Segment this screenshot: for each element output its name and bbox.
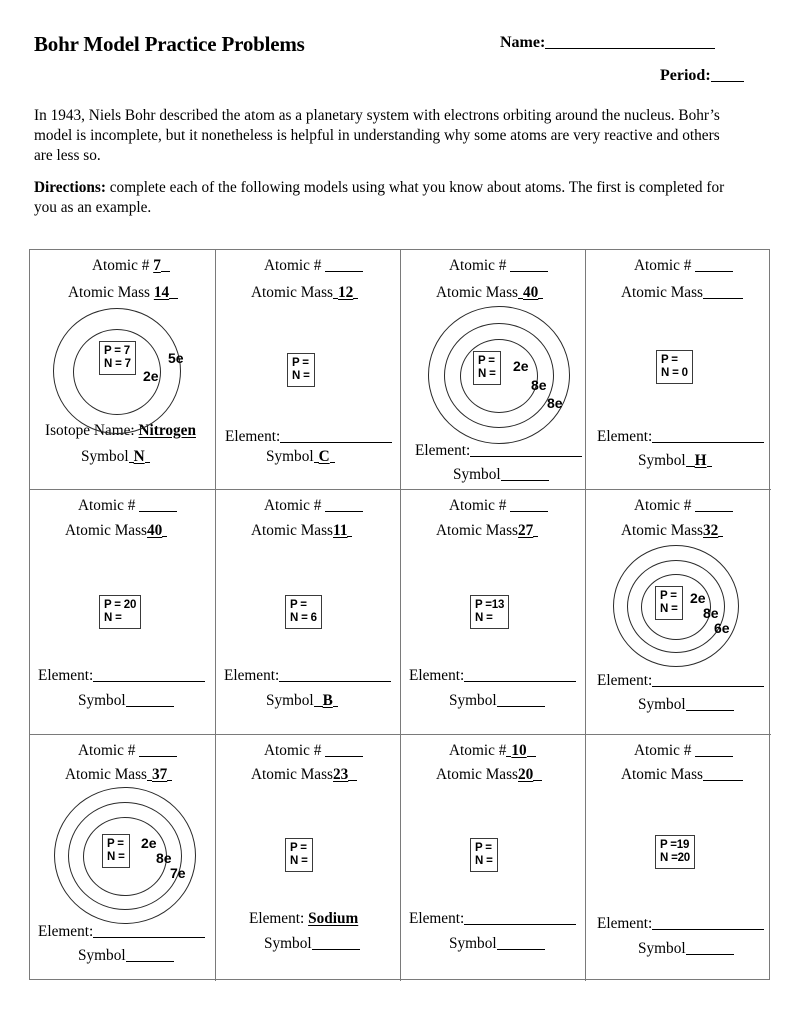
neutron-count[interactable]: N = 7 — [104, 358, 131, 370]
proton-count[interactable]: P = — [661, 354, 678, 366]
atomic-mass-blank[interactable] — [703, 285, 743, 299]
atomic-mass-row — [251, 766, 357, 784]
proton-count[interactable]: P = — [660, 590, 677, 602]
atomic-number-label: Atomic # — [449, 742, 507, 759]
element-blank[interactable] — [93, 668, 205, 682]
shell-electron-label: 5e — [168, 350, 184, 366]
nucleus-box — [470, 838, 498, 872]
atomic-number-blank[interactable] — [695, 258, 733, 272]
neutron-count[interactable]: N = — [660, 603, 678, 615]
bohr-model-cell — [401, 735, 586, 981]
element-label: Element: — [597, 672, 653, 689]
symbol-row — [266, 448, 335, 466]
nucleus-box — [470, 595, 509, 629]
element-label: Element: — [409, 910, 465, 927]
atomic-number-row — [449, 497, 548, 515]
atomic-mass-row — [68, 284, 178, 302]
bohr-model-grid — [29, 249, 770, 980]
proton-count[interactable]: P =13 — [475, 599, 505, 611]
element-blank[interactable] — [652, 916, 764, 930]
symbol-row — [453, 466, 549, 484]
element-label: Element: — [415, 442, 471, 459]
neutron-count[interactable]: N = — [292, 370, 310, 382]
atomic-number-value[interactable]: 10 — [511, 742, 527, 759]
element-label: Element: — [249, 910, 305, 927]
symbol-blank[interactable] — [686, 941, 734, 955]
bohr-model-cell — [401, 490, 586, 735]
symbol-blank[interactable] — [126, 948, 174, 962]
symbol-label: Symbol — [81, 448, 129, 465]
atomic-number-blank[interactable] — [325, 258, 363, 272]
atomic-number-blank[interactable] — [695, 498, 733, 512]
bohr-model-cell — [30, 490, 216, 735]
period-label: Period: — [660, 67, 711, 84]
element-label: Element: — [38, 923, 94, 940]
element-blank[interactable] — [464, 911, 576, 925]
nucleus-box — [287, 353, 315, 387]
element-row — [249, 910, 358, 928]
neutron-count[interactable]: N = — [478, 368, 496, 380]
atomic-mass-value[interactable]: 23 — [333, 766, 349, 783]
atomic-number-row — [634, 257, 733, 275]
symbol-row — [449, 935, 545, 953]
symbol-row — [78, 692, 174, 710]
bohr-model-cell — [216, 735, 401, 981]
atomic-mass-label: Atomic Mass — [436, 284, 519, 301]
shell-electron-label: 8e — [531, 377, 547, 393]
proton-count[interactable]: P = — [290, 842, 307, 854]
atomic-mass-label: Atomic Mass — [436, 766, 519, 783]
proton-count[interactable]: P = — [478, 355, 495, 367]
element-blank[interactable] — [464, 668, 576, 682]
symbol-value[interactable]: N — [133, 448, 145, 465]
symbol-label: Symbol — [266, 692, 314, 709]
atomic-number-row — [634, 497, 733, 515]
atomic-number-blank[interactable] — [510, 498, 548, 512]
atomic-mass-label: Atomic Mass — [251, 284, 334, 301]
atomic-mass-row — [621, 522, 723, 540]
bohr-model-cell — [586, 250, 771, 490]
atomic-mass-label: Atomic Mass — [621, 766, 704, 783]
proton-count[interactable]: P = — [290, 599, 307, 611]
bohr-model-cell — [216, 250, 401, 490]
intro-paragraph: In 1943, Niels Bohr described the atom as a planetary system with electrons orbiting around the nucleus. Bohr’s model is incomplete, but it nonetheless is helpful in understanding why some atoms are very reactive and others are less so. — [34, 107, 720, 164]
nucleus-box — [102, 834, 130, 868]
symbol-blank[interactable] — [686, 697, 734, 711]
proton-count[interactable]: P = — [475, 842, 492, 854]
atomic-mass-label: Atomic Mass — [621, 284, 704, 301]
shell-electron-label: 2e — [143, 368, 159, 384]
atomic-mass-value[interactable]: 12 — [338, 284, 354, 301]
symbol-blank[interactable] — [126, 693, 174, 707]
element-row — [225, 428, 392, 446]
directions-label: Directions: — [34, 179, 106, 196]
neutron-count[interactable]: N = — [290, 855, 308, 867]
element-label: Element: — [597, 428, 653, 445]
shell-electron-label: 2e — [141, 835, 157, 851]
neutron-count[interactable]: N = 6 — [290, 612, 317, 624]
atomic-number-label: Atomic # — [92, 257, 150, 274]
atomic-number-blank[interactable] — [510, 258, 548, 272]
atomic-mass-label: Atomic Mass — [65, 766, 148, 783]
atomic-number-blank[interactable] — [139, 743, 177, 757]
neutron-count[interactable]: N = — [475, 612, 493, 624]
shell-electron-label: 2e — [513, 358, 529, 374]
element-blank[interactable] — [280, 429, 392, 443]
symbol-value[interactable]: C — [318, 448, 330, 465]
bohr-model-cell — [216, 490, 401, 735]
atomic-mass-label: Atomic Mass — [621, 522, 704, 539]
atomic-number-row — [634, 742, 733, 760]
bohr-orbit-diagram — [613, 545, 753, 675]
bohr-model-cell — [586, 490, 771, 735]
atomic-number-row — [264, 742, 363, 760]
directions-paragraph — [34, 178, 740, 218]
atomic-mass-row — [436, 766, 542, 784]
neutron-count[interactable]: N = 0 — [661, 367, 688, 379]
nucleus-box — [285, 595, 322, 629]
nucleus-box — [99, 595, 141, 629]
shell-electron-label: 7e — [170, 865, 186, 881]
atomic-mass-row — [621, 766, 743, 784]
symbol-row — [264, 935, 360, 953]
proton-count[interactable]: P = — [292, 357, 309, 369]
atomic-mass-value[interactable]: 32 — [703, 522, 719, 539]
atomic-number-blank[interactable] — [325, 498, 363, 512]
nucleus-box — [285, 838, 313, 872]
neutron-count[interactable]: N = — [475, 855, 493, 867]
neutron-count[interactable]: N = — [104, 612, 122, 624]
element-row — [409, 667, 576, 685]
atomic-mass-row — [251, 284, 358, 302]
nucleus-box — [99, 341, 136, 375]
atomic-number-label: Atomic # — [264, 742, 322, 759]
atomic-number-row — [264, 497, 363, 515]
atomic-number-row — [264, 257, 363, 275]
symbol-blank[interactable] — [501, 467, 549, 481]
symbol-label: Symbol — [638, 696, 686, 713]
page-title: Bohr Model Practice Problems — [34, 32, 305, 56]
symbol-row — [638, 452, 712, 470]
atomic-number-row — [78, 742, 177, 760]
atomic-mass-value[interactable]: 37 — [152, 766, 168, 783]
symbol-label: Symbol — [449, 935, 497, 952]
symbol-label: Symbol — [266, 448, 314, 465]
element-label: Element: — [224, 667, 280, 684]
bohr-model-cell — [30, 735, 216, 981]
isotope-name-label: Isotope Name: — [45, 422, 135, 439]
symbol-label: Symbol — [449, 692, 497, 709]
atomic-number-label: Atomic # — [78, 497, 136, 514]
symbol-row — [449, 692, 545, 710]
symbol-value[interactable]: H — [694, 452, 707, 469]
proton-count[interactable]: P = — [107, 838, 124, 850]
atomic-number-row — [78, 497, 177, 515]
atomic-mass-value[interactable]: 20 — [518, 766, 534, 783]
element-value[interactable]: Sodium — [308, 910, 359, 927]
atomic-mass-value[interactable]: 40 — [523, 284, 539, 301]
atomic-number-row — [449, 742, 536, 760]
shell-electron-label: 8e — [156, 850, 172, 866]
element-blank[interactable] — [652, 673, 764, 687]
bohr-model-cell — [586, 735, 771, 981]
symbol-row — [78, 947, 174, 965]
symbol-row — [638, 940, 734, 958]
directions-text: complete each of the following models using what you know about atoms. The first is completed for you as an example. — [34, 179, 725, 216]
proton-count[interactable]: P = 20 — [104, 599, 137, 611]
period-input-line[interactable] — [711, 67, 744, 82]
shell-electron-label: 8e — [703, 605, 719, 621]
element-blank[interactable] — [279, 668, 391, 682]
atomic-number-value[interactable]: 7 — [153, 257, 161, 274]
atomic-number-label: Atomic # — [264, 257, 322, 274]
symbol-row — [638, 696, 734, 714]
proton-count[interactable]: P =19 — [660, 839, 690, 851]
symbol-blank[interactable] — [312, 936, 360, 950]
element-label: Element: — [225, 428, 281, 445]
shell-electron-label: 2e — [690, 590, 706, 606]
bohr-model-cell — [30, 250, 216, 490]
nucleus-box — [473, 351, 501, 385]
element-label: Element: — [597, 915, 653, 932]
symbol-blank[interactable] — [497, 936, 545, 950]
nucleus-box — [655, 835, 695, 869]
atomic-mass-value[interactable]: 14 — [153, 284, 170, 301]
atomic-mass-label: Atomic Mass — [251, 766, 334, 783]
atomic-number-blank[interactable] — [139, 498, 177, 512]
atomic-mass-row — [436, 284, 543, 302]
nucleus-box — [656, 350, 693, 384]
element-row — [38, 667, 205, 685]
atomic-mass-row — [65, 766, 172, 784]
symbol-row — [266, 692, 338, 710]
symbol-value[interactable]: B — [322, 692, 333, 709]
atomic-mass-value[interactable]: 11 — [333, 522, 348, 539]
atomic-number-label: Atomic # — [264, 497, 322, 514]
element-row — [597, 428, 764, 446]
element-label: Element: — [409, 667, 465, 684]
neutron-count[interactable]: N =20 — [660, 852, 691, 864]
atomic-number-label: Atomic # — [78, 742, 136, 759]
bohr-orbit-diagram — [428, 306, 578, 446]
atomic-number-label: Atomic # — [634, 497, 692, 514]
atomic-mass-label: Atomic Mass — [65, 522, 148, 539]
symbol-label: Symbol — [78, 947, 126, 964]
atomic-mass-value[interactable]: 40 — [147, 522, 163, 539]
atomic-number-blank[interactable] — [695, 743, 733, 757]
symbol-row — [81, 448, 150, 466]
atomic-mass-row — [436, 522, 538, 540]
symbol-label: Symbol — [638, 452, 686, 469]
nucleus-box — [655, 586, 683, 620]
atomic-number-row — [449, 257, 548, 275]
atomic-number-label: Atomic # — [634, 257, 692, 274]
atomic-number-label: Atomic # — [634, 742, 692, 759]
atomic-mass-value[interactable]: 27 — [518, 522, 534, 539]
atomic-mass-label: Atomic Mass — [251, 522, 334, 539]
element-row — [409, 910, 576, 928]
element-row — [224, 667, 391, 685]
shell-electron-label: 6e — [714, 620, 730, 636]
name-label: Name: — [500, 34, 546, 51]
atomic-number-blank[interactable] — [325, 743, 363, 757]
symbol-label: Symbol — [453, 466, 501, 483]
element-label: Element: — [38, 667, 94, 684]
atomic-mass-row — [65, 522, 167, 540]
atomic-mass-blank[interactable] — [703, 767, 743, 781]
atomic-mass-label: Atomic Mass — [68, 284, 151, 301]
symbol-label: Symbol — [638, 940, 686, 957]
element-blank[interactable] — [652, 429, 764, 443]
shell-electron-label: 8e — [547, 395, 563, 411]
symbol-label: Symbol — [78, 692, 126, 709]
bohr-model-cell — [401, 250, 586, 490]
atomic-mass-row — [251, 522, 352, 540]
neutron-count[interactable]: N = — [107, 851, 125, 863]
page-header — [34, 28, 764, 98]
atomic-number-row — [92, 257, 170, 275]
symbol-blank[interactable] — [497, 693, 545, 707]
name-input-line[interactable] — [545, 34, 715, 49]
element-row — [597, 915, 764, 933]
name-field-row — [500, 34, 715, 52]
atomic-number-label: Atomic # — [449, 497, 507, 514]
atomic-number-label: Atomic # — [449, 257, 507, 274]
proton-count[interactable]: P = 7 — [104, 345, 130, 357]
atomic-mass-label: Atomic Mass — [436, 522, 519, 539]
symbol-label: Symbol — [264, 935, 312, 952]
period-field-row — [660, 67, 744, 85]
atomic-mass-row — [621, 284, 743, 302]
isotope-name-value[interactable]: Nitrogen — [138, 422, 196, 439]
